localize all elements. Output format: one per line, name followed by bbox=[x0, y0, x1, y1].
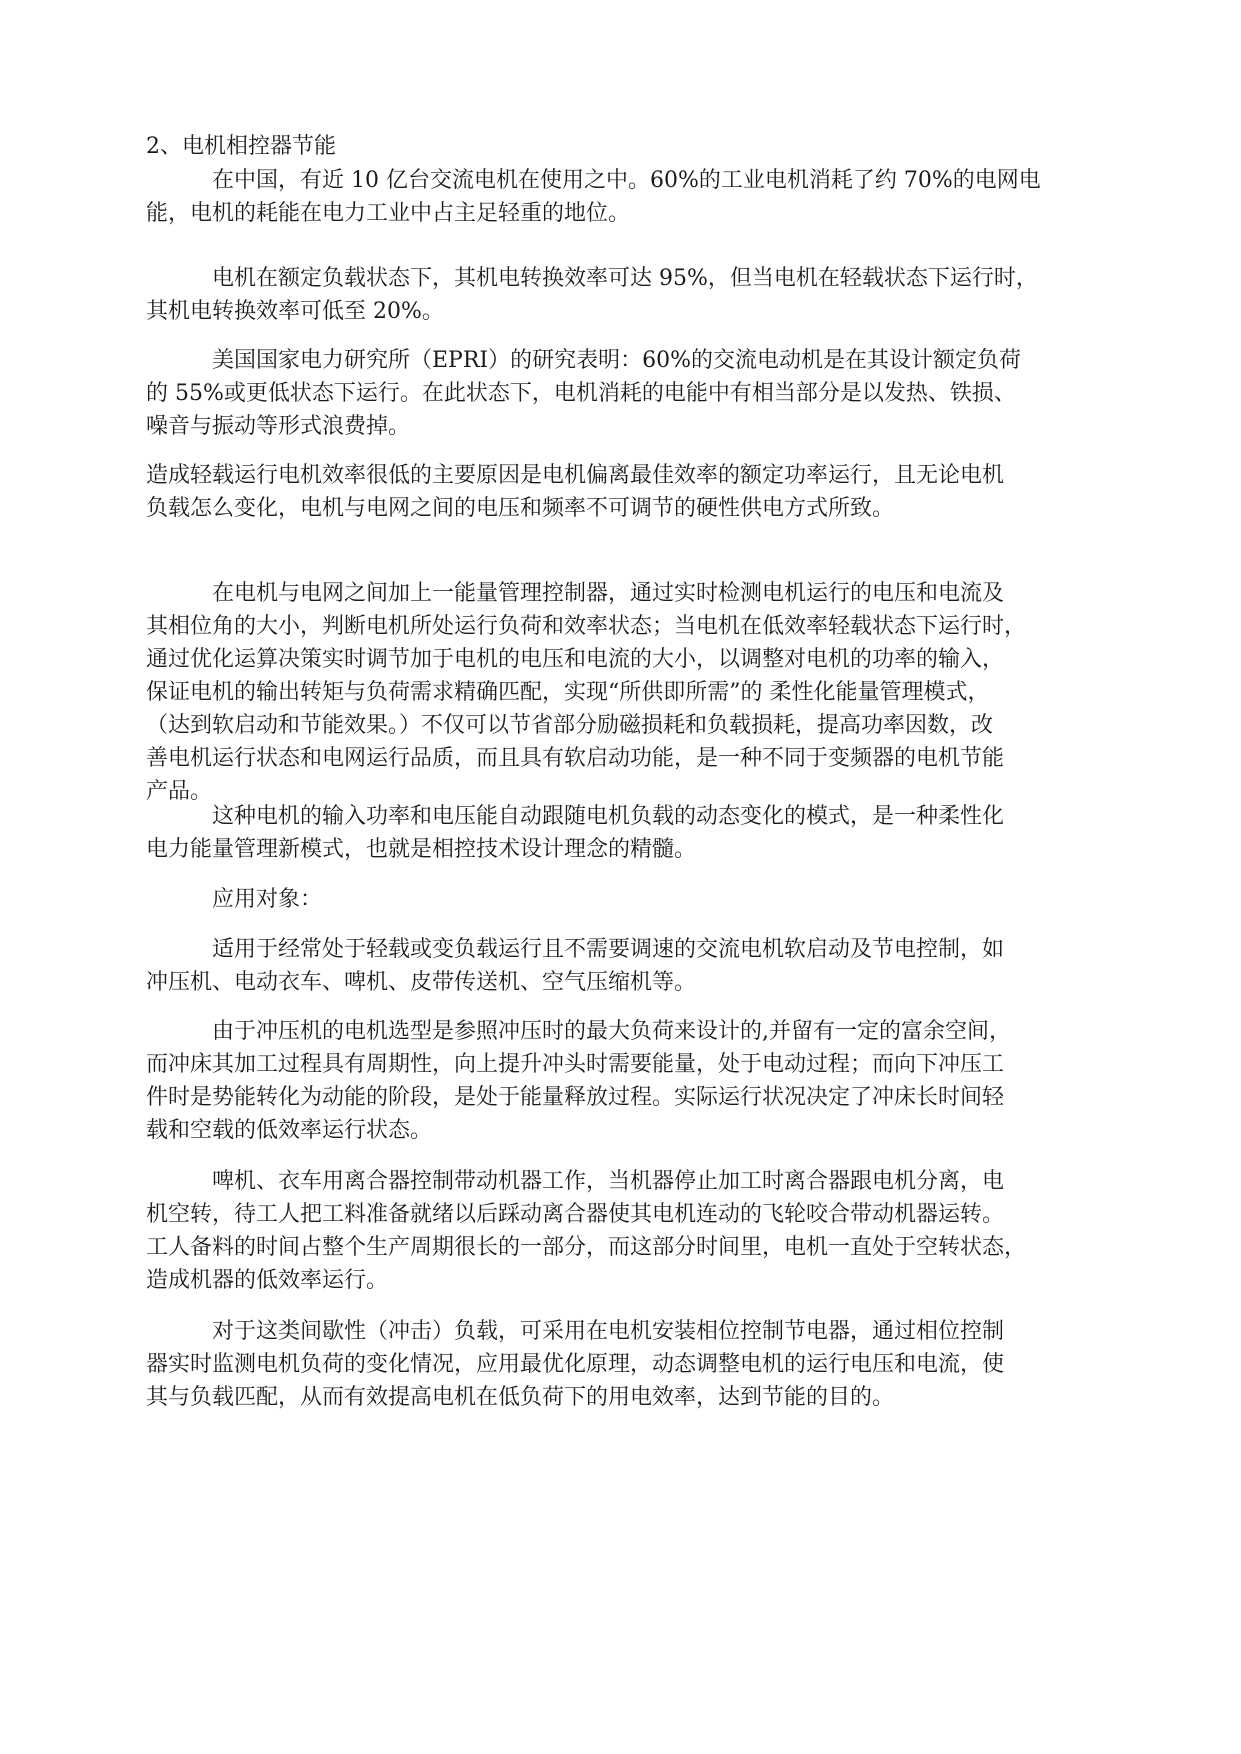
paragraph-line: 由于冲压机的电机选型是参照冲压时的最大负荷来设计的,并留有一定的富余空间， bbox=[146, 1019, 1011, 1044]
paragraph bbox=[146, 577, 1118, 808]
paragraph-line: 其相位角的大小，判断电机所处运行负荷和效率状态；当电机在低效率轻载状态下运行时， bbox=[146, 614, 1027, 639]
paragraph bbox=[146, 1015, 1118, 1147]
paragraph-line: 在电机与电网之间加上一能量管理控制器，通过实时检测电机运行的电压和电流及 bbox=[146, 581, 1005, 606]
paragraph-line: 冲压机、电动衣车、啤机、皮带传送机、空气压缩机等。 bbox=[146, 970, 697, 995]
paragraph-line: 在中国，有近 10 亿台交流电机在使用之中。60%的工业电机消耗了约 70%的电网电 bbox=[146, 168, 1041, 193]
paragraph-line: 造成机器的低效率运行。 bbox=[146, 1268, 389, 1293]
paragraph-line: 通过优化运算决策实时调节加于电机的电压和电流的大小，以调整对电机的功率的输入， bbox=[146, 647, 1005, 672]
paragraph-line: 善电机运行状态和电网运行品质，而且具有软启动功能，是一种不同于变频器的电机节能 bbox=[146, 746, 1005, 771]
paragraph-line: 啤机、衣车用离合器控制带动机器工作，当机器停止加工时离合器跟电机分离，电 bbox=[146, 1169, 1005, 1194]
paragraph-line: 造成轻载运行电机效率很低的主要原因是电机偏离最佳效率的额定功率运行，且无论电机 bbox=[146, 463, 1005, 488]
paragraph-line: 件时是势能转化为动能的阶段，是处于能量释放过程。实际运行状况决定了冲床长时间轻 bbox=[146, 1085, 1005, 1110]
paragraph bbox=[146, 262, 1118, 328]
paragraph-line: 能，电机的耗能在电力工业中占主足轻重的地位。 bbox=[146, 201, 631, 226]
paragraph-line: 适用于经常处于轻载或变负载运行且不需要调速的交流电机软启动及节电控制，如 bbox=[146, 937, 1005, 962]
paragraph-line: 其机电转换效率可低至 20%。 bbox=[146, 299, 444, 324]
paragraph-line: 而冲床其加工过程具有周期性，向上提升冲头时需要能量，处于电动过程；而向下冲压工 bbox=[146, 1052, 1005, 1077]
paragraph-line: 电机在额定负载状态下，其机电转换效率可达 95%，但当电机在轻载状态下运行时， bbox=[146, 266, 1038, 291]
paragraph-line: 工人备料的时间占整个生产周期很长的一部分，而这部分时间里，电机一直处于空转状态， bbox=[146, 1235, 1027, 1260]
paragraph bbox=[146, 459, 1118, 525]
paragraph-line: 保证电机的输出转矩与负荷需求精确匹配，实现“所供即所需”的 柔性化能量管理模式， bbox=[146, 680, 990, 705]
paragraph bbox=[146, 1165, 1118, 1297]
paragraph bbox=[146, 800, 1118, 866]
paragraph bbox=[146, 344, 1118, 443]
paragraph-line: 应用对象： bbox=[146, 887, 323, 912]
paragraph-line: 对于这类间歇性（冲击）负载，可采用在电机安装相位控制节电器，通过相位控制 bbox=[146, 1319, 1005, 1344]
paragraph-line: 电力能量管理新模式，也就是相控技术设计理念的精髓。 bbox=[146, 837, 697, 862]
paragraph-line: 噪音与振动等形式浪费掉。 bbox=[146, 414, 411, 439]
section-title: 2、电机相控器节能 bbox=[146, 134, 336, 159]
paragraph-line: 负载怎么变化，电机与电网之间的电压和频率不可调节的硬性供电方式所致。 bbox=[146, 496, 895, 521]
paragraph-line: 这种电机的输入功率和电压能自动跟随电机负载的动态变化的模式，是一种柔性化 bbox=[146, 804, 1005, 829]
paragraph-line: 器实时监测电机负荷的变化情况，应用最优化原理，动态调整电机的运行电压和电流，使 bbox=[146, 1352, 1005, 1377]
paragraph bbox=[146, 164, 1118, 230]
paragraph-line: 产品。 bbox=[146, 779, 213, 804]
paragraph bbox=[146, 883, 1118, 916]
paragraph-line: 机空转，待工人把工料准备就绪以后踩动离合器使其电机连动的飞轮咬合带动机器运转。 bbox=[146, 1202, 1005, 1227]
paragraph bbox=[146, 933, 1118, 999]
paragraph-line: 的 55%或更低状态下运行。在此状态下，电机消耗的电能中有相当部分是以发热、铁损、 bbox=[146, 381, 1016, 406]
paragraph-line: 载和空载的低效率运行状态。 bbox=[146, 1118, 433, 1143]
paragraph-line: 其与负载匹配，从而有效提高电机在低负荷下的用电效率，达到节能的目的。 bbox=[146, 1385, 895, 1410]
paragraph-line: （达到软启动和节能效果。）不仅可以节省部分励磁损耗和负载损耗，提高功率因数，改 bbox=[146, 713, 994, 738]
paragraph bbox=[146, 1315, 1118, 1414]
paragraph-line: 美国国家电力研究所（EPRI）的研究表明：60%的交流电动机是在其设计额定负荷 bbox=[146, 348, 1022, 373]
